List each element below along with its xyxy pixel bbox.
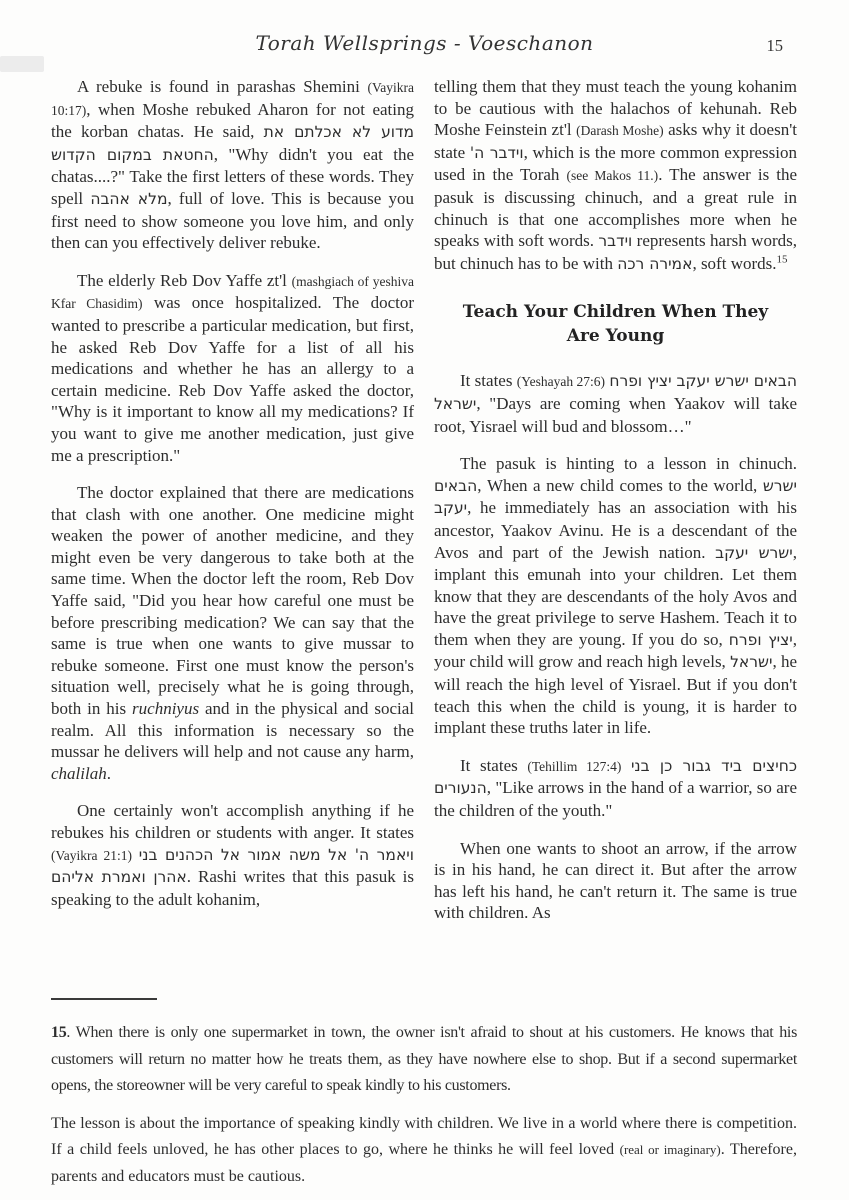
footnote-divider xyxy=(51,998,157,1000)
text-run: (Yeshayah 27:6) xyxy=(516,374,606,390)
text-run: , when Moshe rebuked Aharon for not eating the korban chatas. He said, xyxy=(51,99,414,142)
text-run: When one wants to shoot an arrow, if the arrow is in his hand, he can direct it. But after the arrow has left his hand, he can't return it. The same is true with children. As xyxy=(434,838,797,923)
left-column xyxy=(51,76,414,988)
text-run: The lesson is about the importance of speaking kindly with children. We live in a world where there is competition. If a child feels unloved, he has other places to go, where he thinks he will feel loved xyxy=(51,1114,797,1158)
text-run: 15 xyxy=(51,1024,67,1041)
text-run: The doctor explained that there are medications that clash with one another. One medicine might weaken the power of another medicine, and they might even be very dangerous to take both at the same time. When the doctor left the room, Reb Dov Yaffe said, "Did you hear how careful one must be before prescribing medication? We can say that the same is true when one wants to give mussar to rebuke someone. First one must know the person's situation well, precisely what he is going through, both in his xyxy=(51,483,414,719)
text-run xyxy=(621,756,631,775)
footnote-ref: 15 xyxy=(776,253,788,266)
text-run: , your child will grow and reach high levels, xyxy=(434,629,797,672)
text-run: asks why it doesn't state xyxy=(434,120,797,162)
text-run: (Tehillim 127:4) xyxy=(527,758,622,774)
text-run: chalilah xyxy=(51,763,107,783)
paragraph xyxy=(51,482,414,784)
text-run: (see Makos 11.) xyxy=(566,168,659,184)
paragraph xyxy=(51,270,414,466)
hebrew-text-run: הבאים ישרש יעקב יציץ ופרח ישראל xyxy=(434,372,797,413)
page-header xyxy=(0,31,849,55)
text-run: , full of love. This is because you first need to show someone you love him, and only then can you effectively deliver rebuke. xyxy=(51,188,414,253)
page-header-title: Torah Wellsprings - Voeschanon xyxy=(255,31,594,55)
hebrew-text-run: יציץ ופרח xyxy=(728,630,793,649)
text-run: (mashgiach of yeshiva Kfar Chasidim) xyxy=(51,273,414,312)
hebrew-text-run: ישרש יעקב xyxy=(715,543,793,562)
text-columns xyxy=(51,76,797,988)
text-run: (Vayikra 10:17) xyxy=(51,80,414,118)
text-run: represents harsh words, but chinuch has to be with xyxy=(434,231,797,273)
right-column xyxy=(434,76,797,988)
text-run: The pasuk is hinting to a lesson in chinuch. xyxy=(460,454,797,474)
text-run: , implant this emunah into your children. Let them know that they are descendants of the holy Avos and have the great privilege to serve Hashem. Teach it to them when they are young. If you do so, xyxy=(434,542,797,649)
text-run: telling them that they must teach the young kohanim to be cautious with the halachos of kehunah. Reb Moshe Feinstein zt'l xyxy=(434,77,797,140)
text-run: , "Why didn't you eat the chatas....?" Take the first letters of these words. They spell xyxy=(51,144,415,208)
hebrew-text-run: וידבר xyxy=(598,232,633,251)
text-run: ruchniyus xyxy=(132,699,200,719)
hebrew-text-run: וידבר ה' xyxy=(469,143,524,162)
text-run: and in the physical and social realm. All this information is necessary so the mussar he delivers will help and not cause any harm, xyxy=(51,699,414,762)
hebrew-text-run: מלא אהבה xyxy=(90,189,168,208)
paragraph xyxy=(51,800,414,910)
text-run: was once hospitalized. The doctor wanted to prescribe a particular medication, but first, he asked Reb Dov Yaffe for a list of all his medications and whether he has an allergy to a certain medicine. Reb Dov Yaffe asked the doctor, "Why is it important to know all my medications? If you want to give me another medication, just give me a prescription." xyxy=(51,293,414,465)
hebrew-text-run: כחיצים ביד גבור כן בני הנעורים xyxy=(434,756,797,798)
text-run: . Therefore, parents and educators must be cautious. xyxy=(51,1141,797,1185)
text-run: (real or imaginary) xyxy=(619,1142,721,1157)
paragraph xyxy=(434,838,797,924)
hebrew-text-run: הבאים xyxy=(434,476,478,495)
text-run: , "Days are coming when Yaakov will take root, Yisrael will bud and blossom…" xyxy=(434,393,797,436)
hebrew-text-run: ישרש יעקב xyxy=(434,476,797,518)
text-run: . The answer is the pasuk is discussing chinuch, and a great rule in chinuch is that one accomplishes more when he speaks with soft words. xyxy=(434,165,797,251)
hebrew-text-run: ישראל xyxy=(730,653,773,672)
text-run: , "Like arrows in the hand of a warrior, so are the children of the youth." xyxy=(434,778,797,821)
paragraph xyxy=(434,76,797,275)
text-run: The elderly Reb Dov Yaffe zt'l xyxy=(77,270,292,290)
text-run: , he will reach the high level of Yisrael. But if you don't teach this when the child is young, it is harder to implant these truths later in life. xyxy=(434,652,797,738)
paragraph xyxy=(51,1020,797,1100)
text-run: . Rashi writes that this pasuk is speaking to the adult kohanim, xyxy=(51,867,414,909)
scan-artifact xyxy=(0,56,44,72)
text-run: , which is the more common expression used in the Torah xyxy=(434,142,797,185)
hebrew-text-run: ויאמר ה' אל משה אמור אל הכהנים בני אהרן ואמרת אליהם xyxy=(51,845,414,887)
text-run: It states xyxy=(460,755,528,775)
text-run: It states xyxy=(460,371,517,391)
hebrew-text-run: מדוע לא אכלתם את החטאת במקום הקדוש xyxy=(51,123,414,164)
paragraph xyxy=(434,755,797,822)
paragraph xyxy=(51,1111,797,1191)
footnote-text xyxy=(51,1020,797,1190)
text-run xyxy=(132,845,139,864)
paragraph xyxy=(434,370,797,437)
footnote-section xyxy=(51,998,797,1200)
text-run: . xyxy=(106,763,111,783)
text-run: , he immediately has an association with his ancestor, Yaakov Avinu. He is a descendant of the Avos and part of the Jewish nation. xyxy=(434,498,797,562)
section-heading: Teach Your Children When They Are Young xyxy=(462,302,769,346)
text-run: (Darash Moshe) xyxy=(576,123,664,139)
text-run: (Vayikra 21:1) xyxy=(51,847,132,863)
text-run: , soft words. xyxy=(692,253,777,273)
page-number: 15 xyxy=(766,36,783,55)
text-run: One certainly won't accomplish anything if he rebukes his children or students with anger. It states xyxy=(51,801,414,842)
paragraph xyxy=(51,76,414,254)
text-run: . When there is only one supermarket in town, the owner isn't afraid to shout at his customers. He knows that his customers will return no matter how he treats them, as they have nowhere else to shop. But if a second supermarket opens, the storeowner will be very careful to speak kindly to his customers. xyxy=(51,1024,797,1094)
paragraph xyxy=(434,453,797,739)
text-run: A rebuke is found in parashas Shemini xyxy=(77,77,368,96)
hebrew-text-run: אמירה רכה xyxy=(617,254,693,273)
text-run: , When a new child comes to the world, xyxy=(477,475,763,495)
